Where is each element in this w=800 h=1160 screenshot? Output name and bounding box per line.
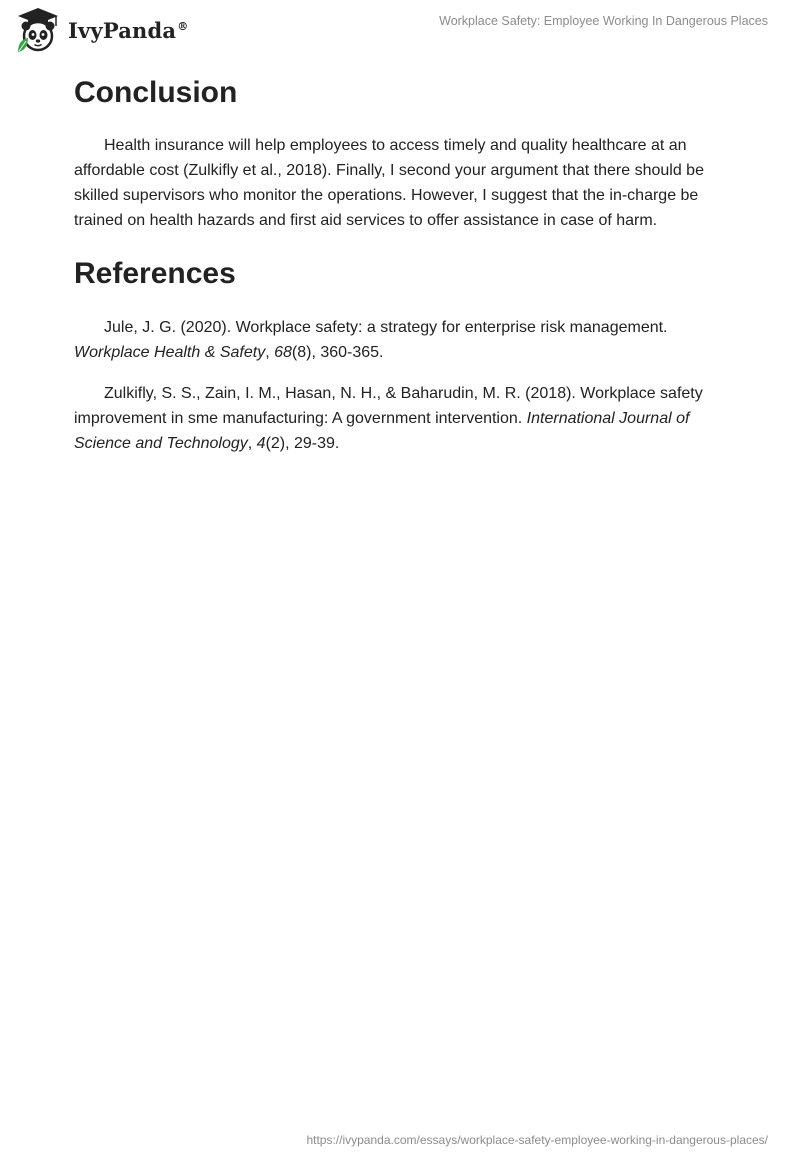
conclusion-heading: Conclusion [74,76,238,109]
essay-content [74,70,724,456]
reference-volume: 4 [256,435,266,452]
reference-separator: , [247,435,257,452]
conclusion-paragraph: Health insurance will help employees to access timely and quality healthcare at an affordable cost (Zulkifly et al., 2018). Finally, I second your argument that there should be skilled supervisors who monitor the operations. However, I suggest that the in-charge be trained on health hazards and first aid services to offer assistance in case of harm. [74,137,704,229]
reference-text: Zulkifly, S. S., Zain, I. M., Hasan, N. H., & Baharudin, M. R. (2018). Workplace safety improvement in sme manufacturing: A government intervention. [74,385,703,427]
reference-entry [74,315,724,365]
reference-text: Jule, J. G. (2020). Workplace safety: a strategy for enterprise risk management. [104,319,668,336]
document-title: Workplace Safety: Employee Working In Dangerous Places [439,14,768,28]
ivypanda-logo[interactable] [14,6,188,54]
panda-graduation-cap-icon [14,6,62,54]
page-header [0,0,800,60]
reference-journal: Workplace Health & Safety [74,344,266,361]
registered-mark: ® [177,19,189,33]
references-heading: References [74,257,236,290]
reference-volume: 68 [274,344,292,361]
brand-name: IvyPanda [68,17,177,43]
reference-issue-pages: (8), 360-365. [291,344,384,361]
reference-separator: , [265,344,275,361]
reference-entry [74,381,724,456]
reference-journal: International Journal of Science and Technology [74,410,690,452]
reference-issue-pages: (2), 29-39. [265,435,340,452]
source-url[interactable]: https://ivypanda.com/essays/workplace-safety-employee-working-in-dangerous-places/ [306,1133,768,1147]
